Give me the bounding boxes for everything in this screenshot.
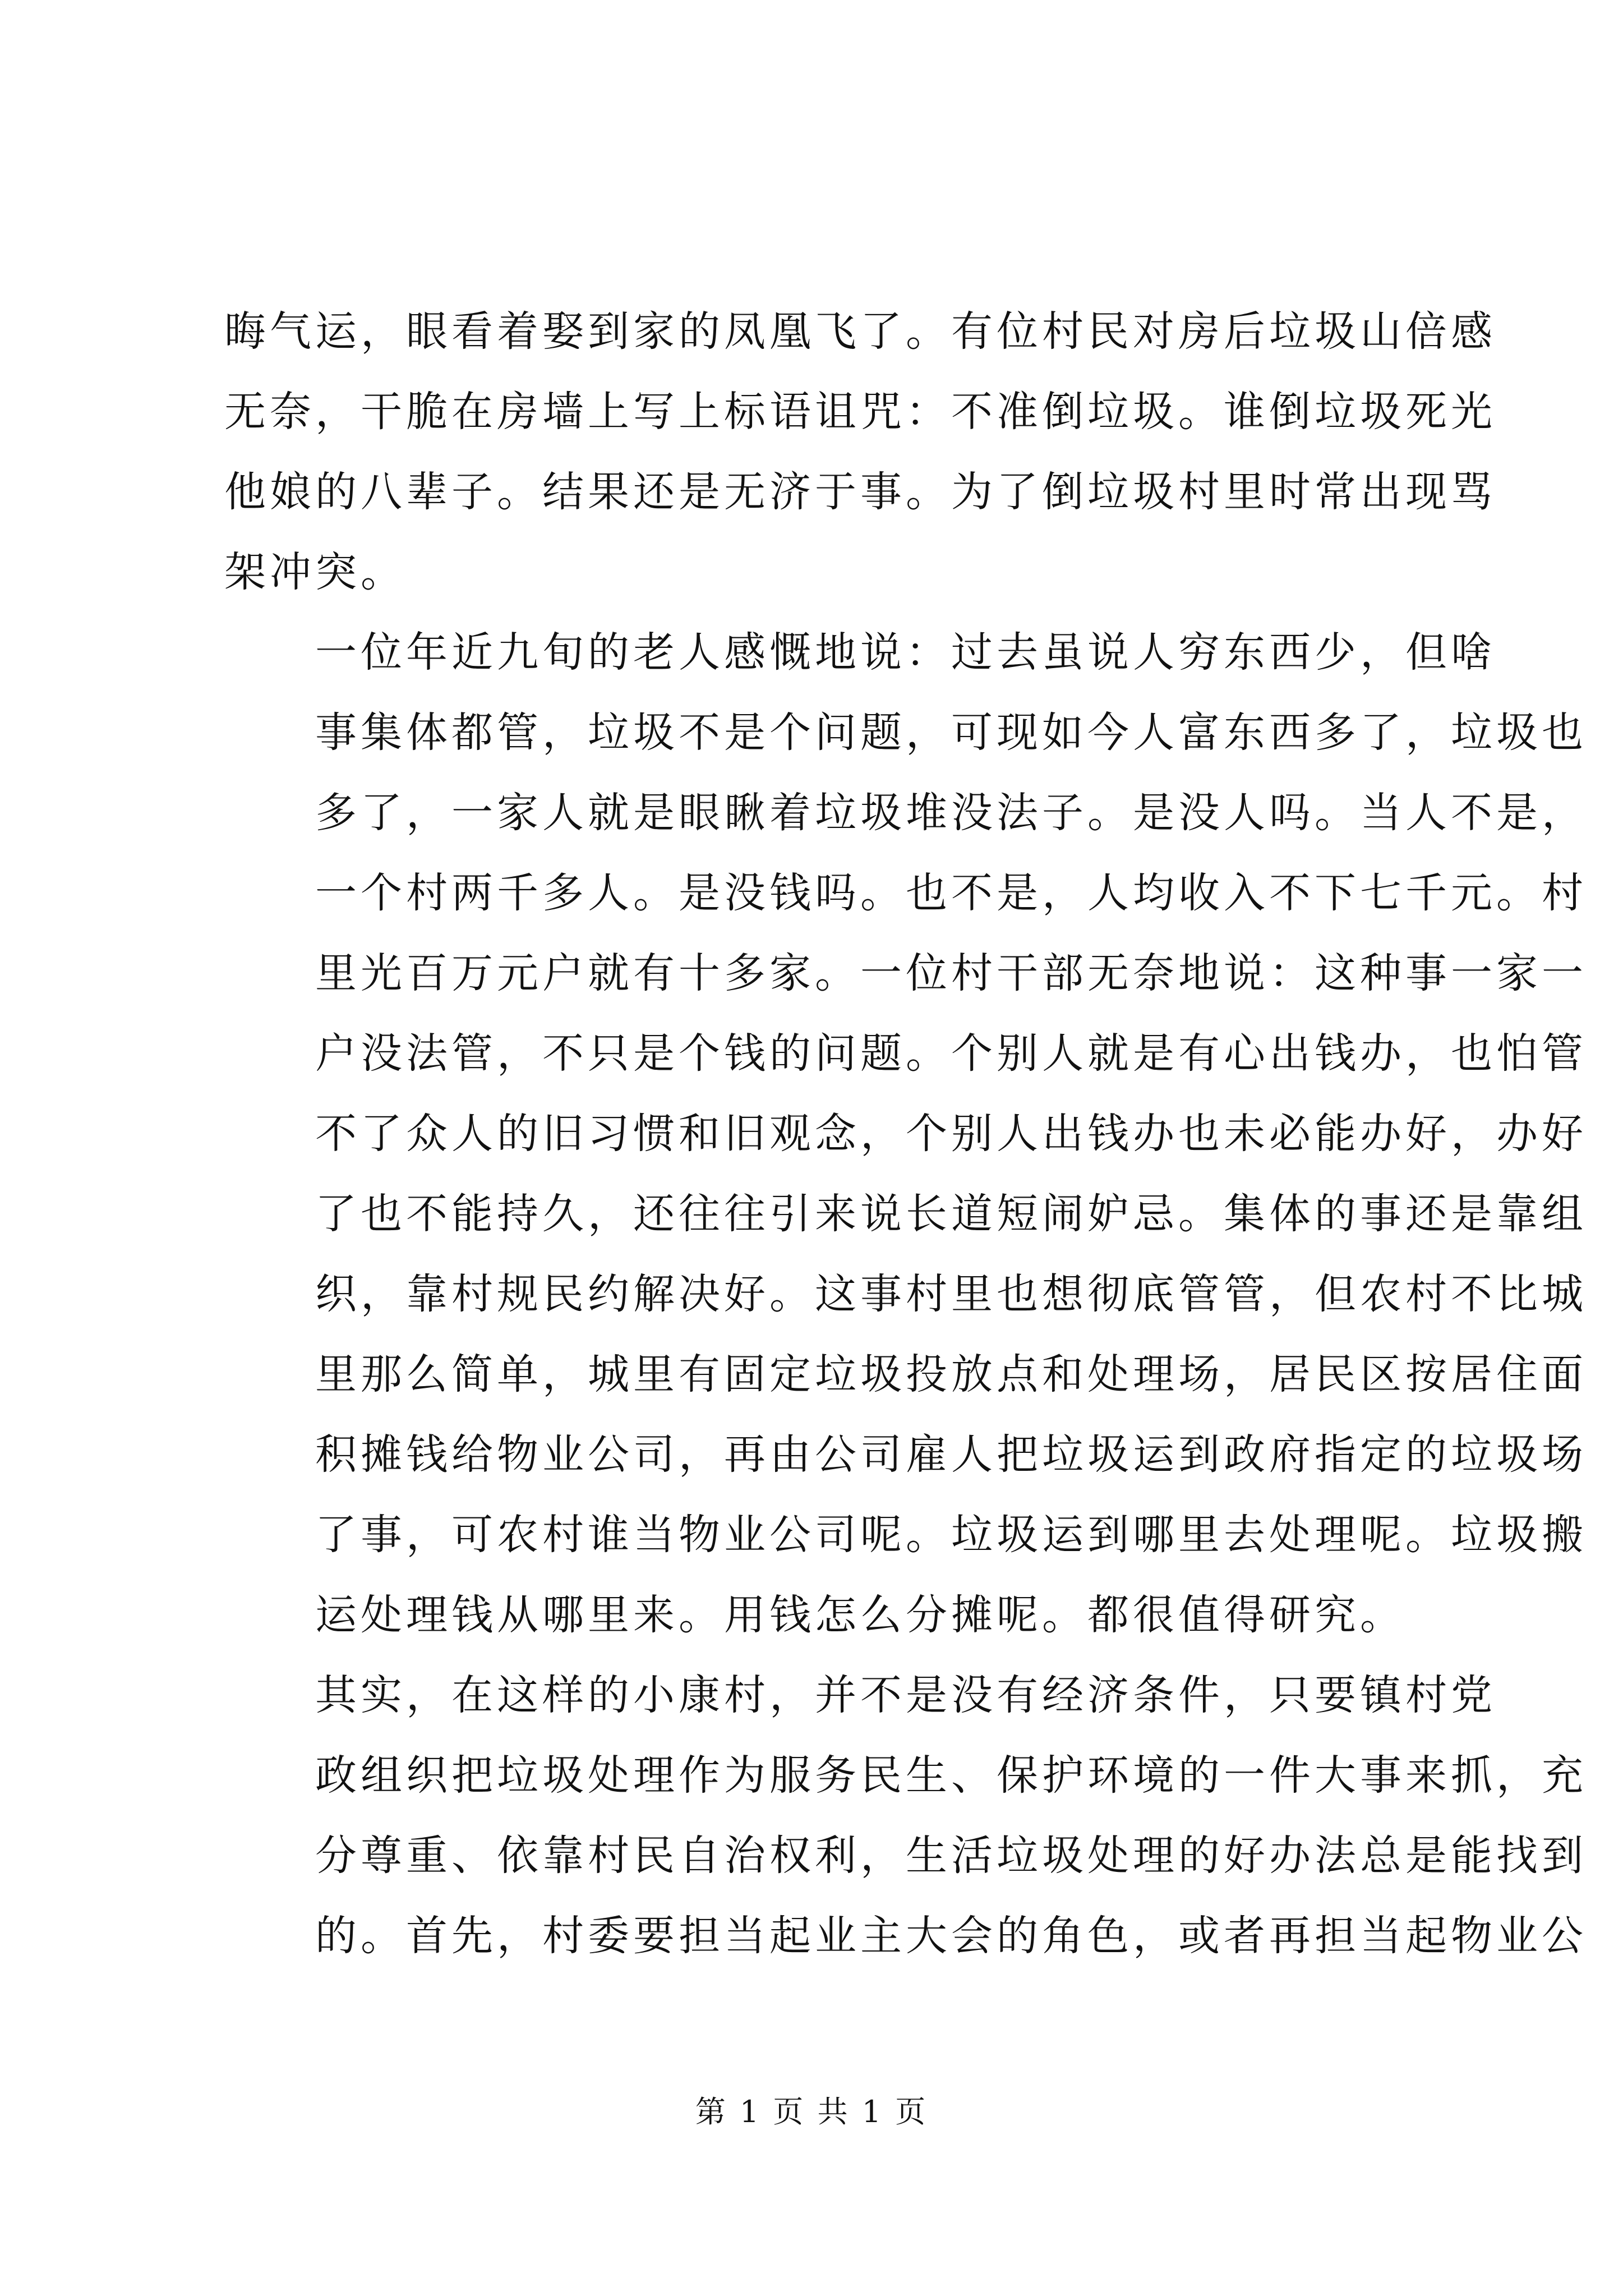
text-line: 了也不能持久，还往往引来说长道短闹妒忌。集体的事还是靠组 [315, 1190, 1587, 1238]
text-line: 里光百万元户就有十多家。一位村干部无奈地说：这种事一家一 [315, 949, 1587, 997]
page-number-label: 第 1 页 共 1 页 [695, 2094, 928, 2129]
text-line: 运处理钱从哪里来。用钱怎么分摊呢。都很值得研究。 [315, 1591, 1405, 1639]
text-line: 事集体都管，垃圾不是个问题，可现如今人富东西多了，垃圾也 [315, 708, 1587, 757]
text-line: 多了，一家人就是眼瞅着垃圾堆没法子。是没人吗。当人不是， [315, 789, 1587, 837]
body-text [224, 292, 1587, 1976]
text-line: 里那么简单，城里有固定垃圾投放点和处理场，居民区按居住面 [315, 1350, 1587, 1398]
paragraph-3 [224, 1655, 1587, 1976]
page-footer [0, 2090, 1623, 2134]
text-line: 一个村两千多人。是没钱吗。也不是，人均收入不下七千元。村 [315, 869, 1587, 917]
text-line: 不了众人的旧习惯和旧观念，个别人出钱办也未必能办好，办好 [315, 1110, 1587, 1158]
text-line: 分尊重、依靠村民自治权利，生活垃圾处理的好办法总是能找到 [315, 1832, 1587, 1880]
text-line: 无奈，干脆在房墙上写上标语诅咒：不准倒垃圾。谁倒垃圾死光 [224, 388, 1496, 436]
text-line: 他娘的八辈子。结果还是无济于事。为了倒垃圾村里时常出现骂 [224, 468, 1496, 516]
text-line: 一位年近九旬的老人感慨地说：过去虽说人穷东西少，但啥 [315, 628, 1496, 677]
text-line: 织，靠村规民约解决好。这事村里也想彻底管管，但农村不比城 [315, 1270, 1587, 1318]
paragraph-1 [224, 292, 1496, 613]
text-line: 户没法管，不只是个钱的问题。个别人就是有心出钱办，也怕管 [315, 1029, 1587, 1078]
text-line: 架冲突。 [224, 548, 406, 596]
text-line: 晦气运，眼看着娶到家的凤凰飞了。有位村民对房后垃圾山倍感 [224, 307, 1496, 356]
text-line: 了事，可农村谁当物业公司呢。垃圾运到哪里去处理呢。垃圾搬 [315, 1511, 1587, 1559]
text-line: 的。首先，村委要担当起业主大会的角色，或者再担当起物业公 [315, 1912, 1587, 1960]
text-line: 政组织把垃圾处理作为服务民生、保护环境的一件大事来抓，充 [315, 1751, 1587, 1800]
text-line: 其实，在这样的小康村，并不是没有经济条件，只要镇村党 [315, 1671, 1496, 1719]
text-line: 积摊钱给物业公司，再由公司雇人把垃圾运到政府指定的垃圾场 [315, 1430, 1587, 1479]
paragraph-2 [224, 613, 1587, 1655]
